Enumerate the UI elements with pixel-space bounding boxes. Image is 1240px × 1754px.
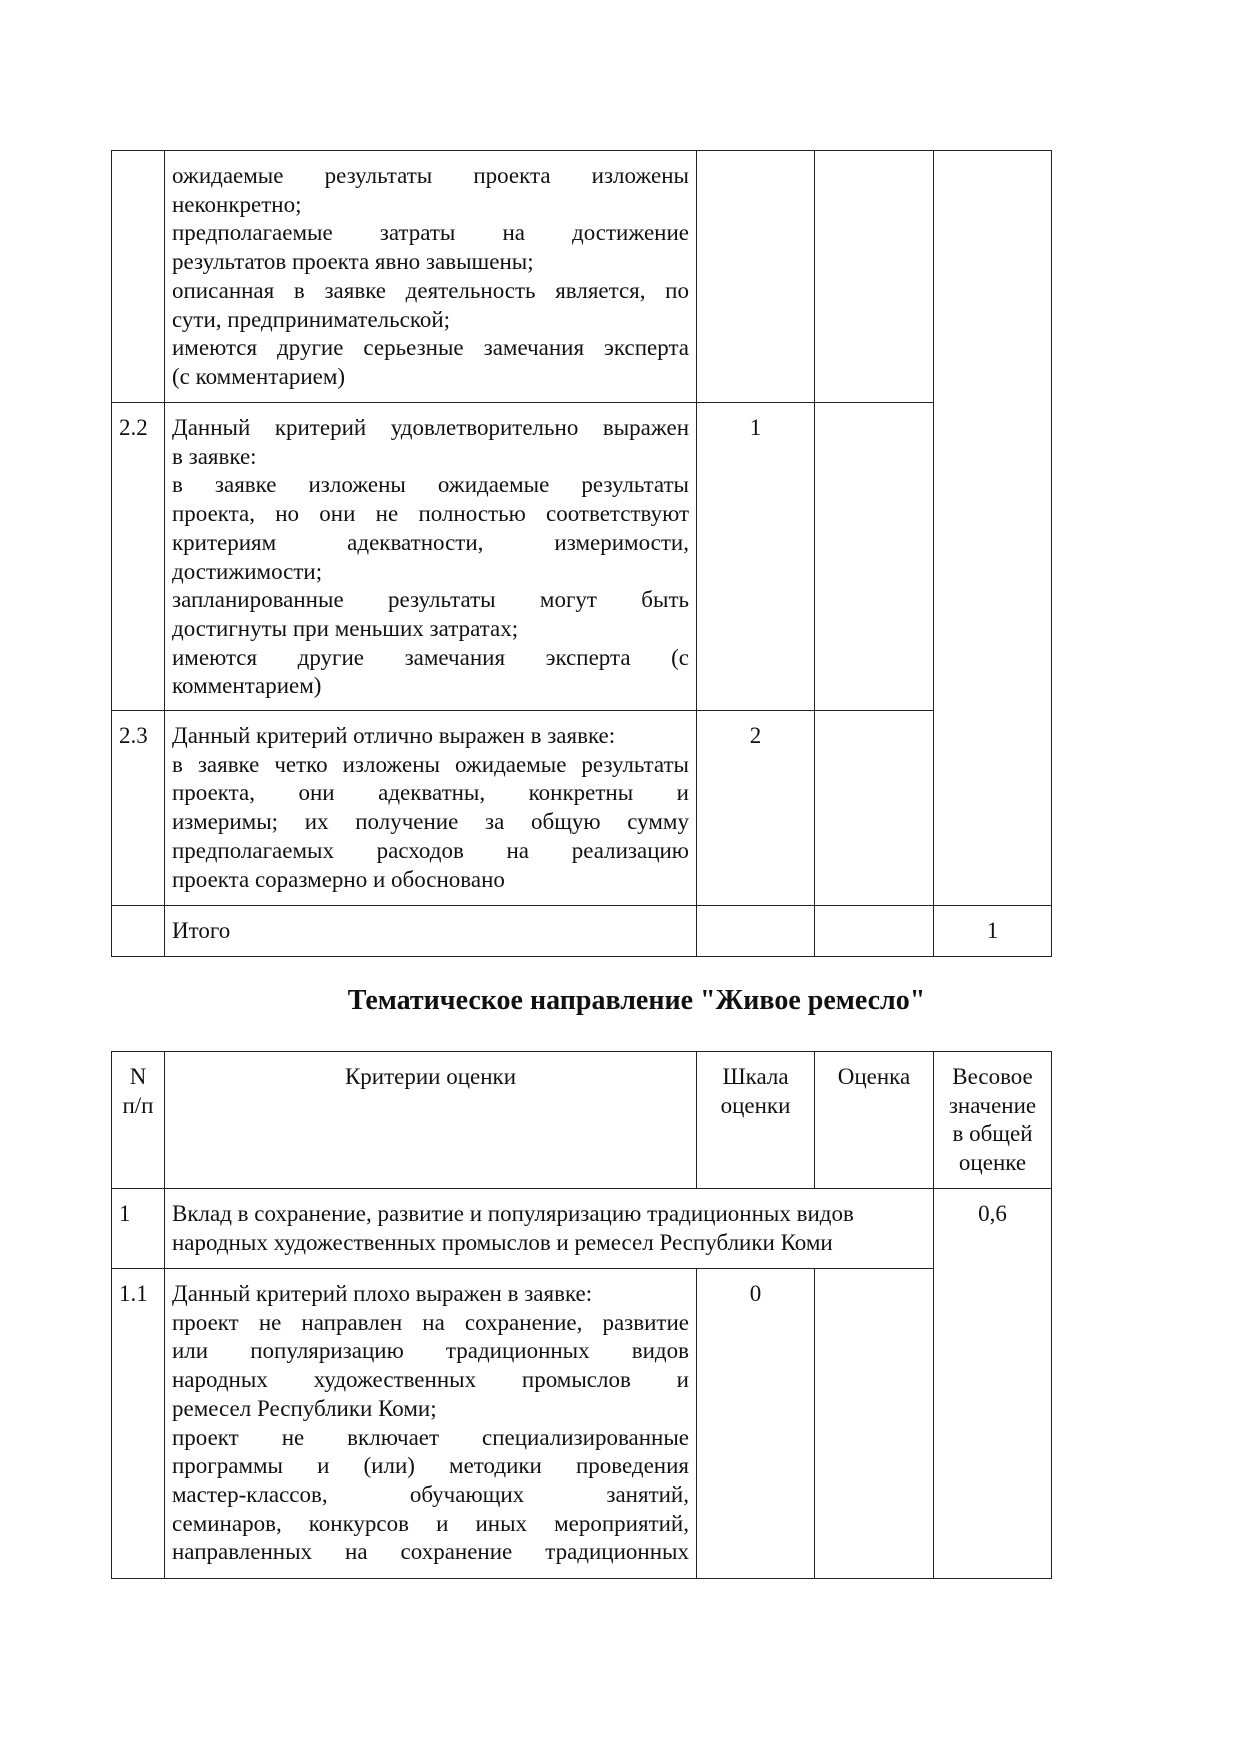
num-cell xyxy=(112,906,165,957)
num-cell: 2.2 xyxy=(112,403,165,711)
total-label: Итого xyxy=(165,906,697,957)
criteria-line: народных художественных промыслов и ремесел Республики Коми xyxy=(172,1229,833,1255)
criteria-cell xyxy=(165,403,697,711)
criteria-line: предполагаемых расходов на реализацию xyxy=(172,837,689,863)
score-cell xyxy=(815,403,934,711)
table-row xyxy=(112,1269,1052,1579)
criteria-line: проект не направлен на сохранение, развитие xyxy=(172,1309,689,1335)
criteria-cell xyxy=(165,151,697,403)
criteria-line: проект не включает специализированные xyxy=(172,1424,689,1450)
criteria-table-continued xyxy=(111,150,1052,957)
num-cell xyxy=(112,151,165,403)
criteria-cell xyxy=(165,711,697,906)
scale-cell xyxy=(697,906,815,957)
criteria-line: имеются другие серьезные замечания эксперта xyxy=(172,335,689,361)
score-cell xyxy=(815,1269,934,1579)
criteria-line: проекта соразмерно и обосновано xyxy=(172,866,505,892)
criteria-line: неконкретно; xyxy=(172,191,302,217)
criteria-line: достигнуты при меньших затратах; xyxy=(172,615,519,641)
criteria-line: ремесел Республики Коми; xyxy=(172,1395,437,1421)
header-weight-line: в общей xyxy=(952,1121,1033,1147)
table-row xyxy=(112,1189,1052,1269)
criteria-line: имеются другие замечания эксперта (с xyxy=(172,644,689,670)
criteria-line: мастер-классов, обучающих занятий, xyxy=(172,1481,689,1507)
criteria-line: в заявке: xyxy=(172,443,257,469)
header-row xyxy=(112,1052,1052,1189)
section-title: Тематическое направление "Живое ремесло" xyxy=(347,985,926,1016)
criteria-line: проекта, они адекватны, конкретны и xyxy=(172,780,689,806)
criteria-cell xyxy=(165,1269,697,1579)
header-scale: Шкала оценки xyxy=(697,1052,815,1189)
table-row xyxy=(112,711,1052,906)
criteria-line: народных художественных промыслов и xyxy=(172,1367,689,1393)
header-num: N п/п xyxy=(112,1052,165,1189)
scale-cell: 0 xyxy=(697,1269,815,1579)
score-cell xyxy=(815,711,934,906)
header-score: Оценка xyxy=(815,1052,934,1189)
header-weight-line: Весовое xyxy=(952,1064,1033,1089)
criteria-line: критериям адекватности, измеримости, xyxy=(172,529,689,555)
criteria-line: комментарием) xyxy=(172,673,322,699)
criteria-line: проекта, но они не полностью соответствуют xyxy=(172,501,689,527)
header-weight xyxy=(934,1052,1052,1189)
criteria-line: предполагаемые затраты на достижение xyxy=(172,220,689,246)
criteria-line: Данный критерий отлично выражен в заявке: xyxy=(172,723,616,748)
num-cell: 1.1 xyxy=(112,1269,165,1579)
criteria-line: достижимости; xyxy=(172,558,323,584)
criteria-line: направленных на сохранение традиционных xyxy=(172,1539,689,1565)
header-weight-line: значение xyxy=(948,1092,1037,1118)
criteria-line: ожидаемые результаты проекта изложены xyxy=(172,163,689,188)
header-criteria: Критерии оценки xyxy=(165,1052,697,1189)
criteria-line: Данный критерий плохо выражен в заявке: xyxy=(172,1281,593,1306)
criteria-line: запланированные результаты могут быть xyxy=(172,587,689,613)
weight-cell: 0,6 xyxy=(934,1189,1052,1579)
table-row xyxy=(112,151,1052,403)
criteria-line: сути, предпринимательской; xyxy=(172,306,451,332)
criteria-line: семинаров, конкурсов и иных мероприятий, xyxy=(172,1510,689,1536)
score-cell xyxy=(815,151,934,403)
score-cell xyxy=(815,906,934,957)
criteria-line: или популяризацию традиционных видов xyxy=(172,1338,689,1364)
criteria-table-live-craft xyxy=(111,1051,1052,1579)
criteria-line: в заявке четко изложены ожидаемые результаты xyxy=(172,751,689,777)
scale-cell xyxy=(697,151,815,403)
scale-cell: 1 xyxy=(697,403,815,711)
num-cell: 2.3 xyxy=(112,711,165,906)
criteria-line: описанная в заявке деятельность является, по xyxy=(172,277,689,303)
criteria-cell xyxy=(165,1189,934,1269)
criteria-line: программы и (или) методики проведения xyxy=(172,1453,689,1479)
criteria-line: Вклад в сохранение, развитие и популяризацию традиционных видов xyxy=(172,1201,854,1226)
header-weight-line: оценке xyxy=(958,1150,1027,1176)
weight-cell xyxy=(934,151,1052,906)
total-weight: 1 xyxy=(934,906,1052,957)
scale-cell: 2 xyxy=(697,711,815,906)
criteria-line: (с комментарием) xyxy=(172,363,346,389)
criteria-line: результатов проекта явно завышены; xyxy=(172,249,534,275)
criteria-line: в заявке изложены ожидаемые результаты xyxy=(172,472,689,498)
table-row xyxy=(112,403,1052,711)
criteria-line: измеримы; их получение за общую сумму xyxy=(172,809,689,835)
criteria-line: Данный критерий удовлетворительно выражен xyxy=(172,415,689,440)
num-cell: 1 xyxy=(112,1189,165,1269)
total-row xyxy=(112,906,1052,957)
